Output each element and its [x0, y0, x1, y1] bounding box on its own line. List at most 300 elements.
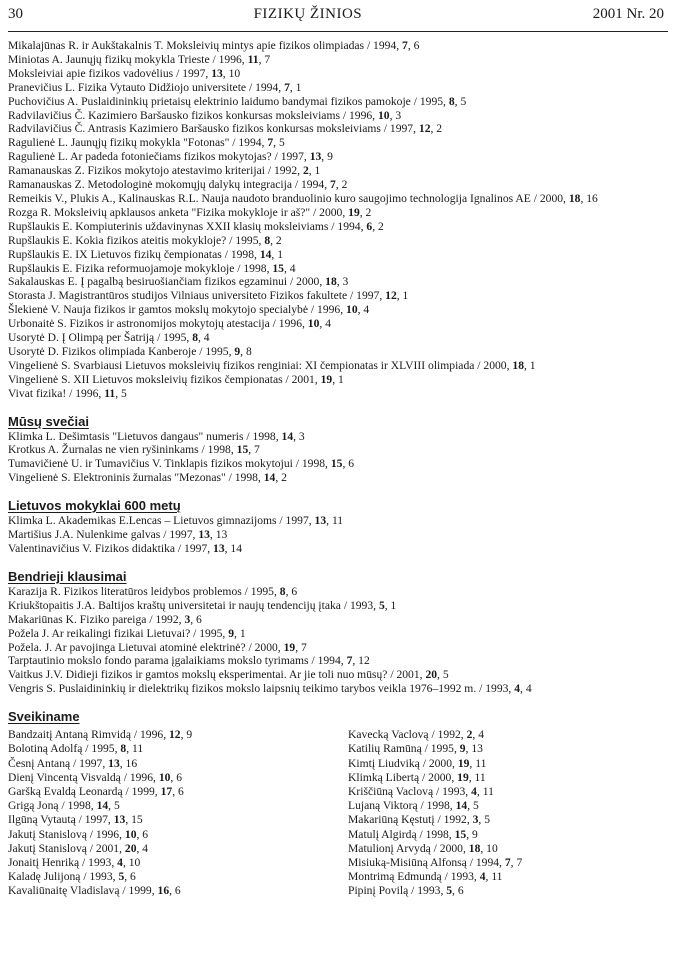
entry-volume: 6 [366, 219, 373, 233]
page-number: 30 [8, 6, 23, 22]
bibliography-entry [8, 682, 668, 696]
bibliography-entry [8, 53, 668, 67]
entry-separator: , [520, 682, 526, 696]
entry-volume: 4 [117, 855, 123, 869]
entry-text: Jonaitį Henriką / 1993, [8, 855, 118, 869]
entry-page: 4 [289, 261, 296, 275]
entry-volume: 3 [184, 612, 191, 626]
entry-text: Valentinavičius V. Fizikos didaktika / 1997, [8, 542, 214, 555]
entry-separator: , [335, 178, 342, 192]
entry-text: Moksleiviai apie fizikos vadovėlius / 1997, [8, 66, 212, 80]
entry-volume: 4 [471, 784, 477, 798]
entry-volume: 14 [259, 247, 272, 261]
bibliography-entry [8, 785, 328, 799]
entry-separator: , [275, 471, 282, 485]
entry-text: Storasta J. Magistrantūros studijos Vilniaus universiteto Fizikos fakultete / 1997, [8, 289, 386, 303]
entry-text: Pipinį Povilą / 1993, [348, 884, 447, 898]
entry-page: 4 [525, 682, 532, 696]
entry-text: Remeikis V., Plukis A., Kalinauskas R.L. Nauja naudoto branduolinio kuro saugojimo technologija Ignalinos AE / 2000, [8, 191, 569, 205]
entry-page: 3 [395, 108, 402, 122]
header-rule [8, 31, 668, 32]
entry-page: 4 [478, 728, 484, 742]
bibliography-entry [8, 373, 668, 387]
entry-separator: , [136, 841, 143, 855]
entry-page: 5 [484, 813, 491, 827]
entry-separator: , [283, 261, 290, 275]
entry-page: 1 [338, 372, 344, 386]
entry-page: 6 [457, 884, 464, 898]
bibliography-entry [8, 262, 668, 276]
entry-separator: , [209, 528, 216, 542]
entry-page: 6 [348, 457, 355, 471]
entry-volume: 9 [228, 626, 235, 640]
entry-volume: 13 [314, 514, 327, 528]
bibliography-entry [8, 136, 668, 150]
entry-text: Ramanauskas Z. Fizikos mokytojo atestavimo kriterijai / 1992, [8, 164, 303, 178]
entry-volume: 11 [247, 52, 259, 66]
bibliography-entry [8, 150, 668, 164]
entry-volume: 15 [272, 261, 284, 275]
entry-separator: , [248, 443, 255, 457]
bibliography-entry [348, 757, 668, 771]
entry-separator: , [580, 191, 587, 205]
entry-page: 6 [413, 39, 420, 52]
entry-text: Bolotiną Adolfą / 1995, [8, 742, 121, 756]
entry-text: Bandzaitį Antaną Rimvidą / 1996, [8, 728, 169, 742]
entry-page: 2 [275, 233, 282, 247]
bibliography-entry [8, 192, 668, 206]
entry-text: Kimtį Liudviką / 2000, [348, 756, 458, 770]
entry-volume: 15 [330, 457, 343, 471]
bibliography-entry [8, 813, 328, 827]
entry-separator: , [524, 358, 530, 372]
entry-separator: , [467, 799, 473, 813]
bibliography-entry [8, 828, 328, 842]
entry-separator: , [478, 813, 485, 827]
entry-page: 2 [341, 178, 348, 192]
entry-text: Matulionį Arvydą / 2000, [348, 841, 469, 855]
bibliography-entry [348, 828, 668, 842]
entry-volume: 13 [113, 813, 126, 827]
page-header [8, 6, 668, 31]
greetings-left-column [8, 728, 328, 898]
entry-text: Makariūną Kęstutį / 1992, [348, 813, 473, 827]
entry-text: Ragulienė L. Ar padeda fotoniečiams fizikos mokytojas? / 1997, [8, 150, 310, 164]
bibliography-entry [8, 599, 668, 613]
bibliography-entry [348, 813, 668, 827]
entry-volume: 10 [307, 317, 320, 331]
bibliography-entry [8, 627, 668, 641]
entry-text: Kriukštopaitis J.A. Baltijos kraštų universitetai ir naujų tendencijų įtaka / 1993, [8, 598, 379, 612]
entry-text: Rupšlaukis E. Kompiuterinis uždavinynas XXII klasių moksleiviams / 1994, [8, 219, 367, 233]
entry-volume: 5 [446, 884, 453, 898]
bibliography-entry [8, 870, 328, 884]
entry-separator: , [126, 742, 132, 756]
entry-volume: 2 [302, 164, 309, 178]
entry-volume: 10 [346, 303, 358, 317]
bibliography-entry [8, 95, 668, 109]
entry-separator: , [466, 827, 472, 841]
entry-text: Urbonaitė S. Fizikos ir astronomijos mokytojų atestacija / 1996, [8, 317, 308, 331]
entry-page: 6 [142, 827, 149, 841]
entry-text: Vingelienė S. XII Lietuvos moksleivių fizikos čempionatas / 2001, [8, 372, 321, 386]
entry-text: Garšką Evaldą Leonardą / 1999, [8, 784, 161, 798]
entry-separator: , [468, 770, 475, 784]
entry-volume: 2 [466, 728, 473, 742]
bibliography-entry [348, 856, 668, 870]
entry-volume: 10 [124, 827, 137, 841]
entry-separator: , [289, 80, 296, 94]
entry-page: 5 [460, 94, 467, 108]
entry-separator: , [357, 303, 364, 317]
entry-separator: , [197, 331, 204, 345]
entry-volume: 20 [124, 841, 137, 855]
entry-separator: , [222, 66, 229, 80]
entry-separator: , [258, 52, 265, 66]
entry-separator: , [169, 884, 175, 898]
bibliography-sections [8, 39, 668, 696]
entry-text: Ramanauskas Z. Metodologinė mokomųjų dalykų integracija / 1994, [8, 178, 330, 192]
bibliography-entry [8, 359, 668, 373]
entry-separator: , [485, 870, 492, 884]
entry-text: Vaitkus J.V. Didieji fizikos ir gamtos mokslų eksperimentai. Ar jie toli nuo mūsų? / 2001, [8, 668, 426, 682]
entry-text: Vengris S. Puslaidininkių ir dielektrikų fizikos mokslo laipsnių teikimo tarybos veikla 1976–1992 m. / 1993, [8, 682, 515, 696]
bibliography-entry [348, 870, 668, 884]
entry-separator: , [407, 39, 414, 52]
bibliography-entry [348, 842, 668, 856]
entry-volume: 8 [448, 94, 455, 108]
entry-volume: 18 [325, 275, 337, 289]
entry-text: Klimka L. Akademikas E.Lencas – Lietuvos gimnazijoms / 1997, [8, 514, 315, 528]
entry-text: Požela. J. Ar pavojinga Lietuvai atominė elektrinė? / 2000, [8, 640, 284, 654]
bibliography-entry [8, 67, 668, 81]
bibliography-entry [8, 585, 668, 599]
bibliography-entry [348, 742, 668, 756]
greetings-columns [8, 728, 668, 898]
entry-separator: , [124, 870, 131, 884]
bibliography-entry [8, 742, 328, 756]
entry-volume: 7 [267, 136, 274, 150]
bibliography-entry [8, 122, 668, 136]
bibliography-entry [8, 430, 668, 444]
entry-page: 16 [125, 756, 138, 770]
entry-separator: , [336, 275, 343, 289]
entry-separator: , [342, 457, 349, 471]
bibliography-entry [8, 206, 668, 220]
entry-volume: 17 [160, 784, 173, 798]
entry-page: 5 [473, 799, 479, 813]
entry-separator: , [326, 514, 332, 528]
entry-text: Vingelienė S. Svarbiausi Lietuvos moksleivių fizikos renginiai: XI čempionatas ir XLVIII olimpiada / 2000, [8, 358, 513, 372]
entry-page: 7 [264, 52, 271, 66]
entry-page: 6 [177, 784, 184, 798]
entry-separator: , [125, 813, 132, 827]
entry-text: Usorytė D. Fizikos olimpiada Kanberoje / 1995, [8, 344, 235, 358]
entry-volume: 10 [377, 108, 390, 122]
entry-page: 5 [120, 386, 127, 400]
entry-separator: , [437, 668, 443, 682]
entry-separator: , [454, 94, 461, 108]
entry-text: Kaladę Julijoną / 1993, [8, 870, 119, 884]
entry-page: 1 [239, 626, 246, 640]
entry-text: Montrimą Edmundą / 1993, [348, 870, 480, 884]
entry-volume: 18 [568, 191, 581, 205]
bibliography-entry [8, 668, 668, 682]
entry-separator: , [359, 205, 366, 219]
entry-volume: 13 [108, 756, 120, 770]
entry-separator: , [271, 247, 278, 261]
entry-text: Usorytė D. Į Olimpą per Šatriją / 1995, [8, 331, 193, 345]
entry-volume: 16 [157, 884, 170, 898]
entry-volume: 19 [283, 640, 296, 654]
entry-volume: 14 [96, 799, 109, 813]
entry-page: 11 [482, 784, 494, 798]
greetings-title: Sveikiname [8, 709, 80, 725]
bibliography-entry [8, 542, 668, 556]
bibliography-entry [348, 785, 668, 799]
entry-separator: , [180, 728, 187, 742]
entry-volume: 8 [192, 331, 198, 345]
entry-page: 4 [203, 331, 210, 345]
bibliography-entry [8, 387, 668, 401]
entry-separator: , [240, 344, 246, 358]
entry-separator: , [372, 219, 378, 233]
entry-text: Jakutį Stanislovą / 1996, [8, 827, 125, 841]
entry-separator: , [293, 429, 299, 443]
entry-page: 5 [113, 799, 120, 813]
entry-volume: 7 [330, 178, 336, 192]
entry-text: Požela J. Ar reikalingi fizikai Lietuvai? / 1995, [8, 626, 229, 640]
entry-page: 11 [131, 742, 144, 756]
entry-volume: 5 [378, 598, 385, 612]
bibliography-entry [8, 471, 668, 485]
entry-page: 3 [298, 429, 305, 443]
entry-page: 10 [486, 841, 498, 855]
entry-text: Česnį Antaną / 1997, [8, 756, 109, 770]
entry-page: 6 [174, 884, 181, 898]
entry-separator: , [270, 233, 276, 247]
entry-volume: 8 [279, 584, 286, 598]
bibliography-entry [8, 345, 668, 359]
entry-page: 3 [342, 275, 349, 289]
entry-volume: 13 [198, 528, 210, 542]
entry-text: Misiuką-Misiūną Alfonsą / 1994, [348, 855, 505, 869]
entry-page: 2 [378, 219, 384, 233]
entry-text: Kriščiūną Vaclovą / 1993, [348, 784, 472, 798]
bibliography-entry [8, 317, 668, 331]
entry-separator: , [389, 108, 396, 122]
entry-volume: 9 [234, 344, 241, 358]
entry-volume: 12 [169, 728, 181, 742]
bibliography-entry [8, 728, 328, 742]
entry-separator: , [136, 827, 143, 841]
entry-separator: , [308, 164, 315, 178]
entry-text: Klimką Libertą / 2000, [348, 770, 458, 784]
entry-text: Pranevičius L. Fizika Vytauto Didžiojo universitete / 1994, [8, 80, 285, 94]
entry-page: 9 [186, 728, 193, 742]
bibliography-entry [8, 39, 668, 53]
entry-page: 11 [474, 770, 486, 784]
entry-text: Lujaną Viktorą / 1998, [348, 799, 456, 813]
section-title: Bendrieji klausimai [8, 568, 127, 584]
bibliography-entry [8, 856, 328, 870]
entry-separator: , [115, 386, 121, 400]
entry-page: 13 [471, 742, 483, 756]
entry-page: 1 [277, 247, 283, 261]
bibliography-entry [8, 289, 668, 303]
entry-page: 6 [130, 870, 136, 884]
entry-text: Radvilavičius Č. Antrasis Kazimiero Baršausko fizikos konkursas moksleiviams / 1997, [8, 122, 419, 136]
bibliography-entry [348, 799, 668, 813]
entry-page: 4 [142, 841, 149, 855]
entry-volume: 8 [120, 742, 127, 756]
entry-volume: 13 [309, 150, 322, 164]
entry-page: 1 [529, 358, 536, 372]
entry-page: 2 [436, 122, 443, 136]
entry-page: 14 [230, 542, 243, 555]
entry-separator: , [122, 855, 129, 869]
entry-page: 1 [295, 80, 302, 94]
bibliography-entry [8, 109, 668, 123]
entry-page: 12 [358, 654, 370, 668]
entry-separator: , [472, 728, 479, 742]
entry-volume: 14 [263, 471, 276, 485]
entry-separator: , [190, 612, 197, 626]
entry-page: 8 [245, 344, 252, 358]
section-title: Mūsų svečiai [8, 413, 89, 429]
entry-text: Rupšlaukis E. Kokia fizikos ateitis mokykloje? / 1995, [8, 233, 265, 247]
entry-text: Matulį Algirdą / 1998, [348, 827, 455, 841]
bibliography-entry [8, 275, 668, 289]
entry-text: Jakutį Stanislovą / 2001, [8, 841, 125, 855]
entry-page: 16 [586, 191, 598, 205]
entry-page: 11 [331, 514, 344, 528]
entry-separator: , [452, 884, 458, 898]
entry-text: Šlekienė V. Nauja fizikos ir gamtos mokslų mokytojo specialybė / 1996, [8, 303, 347, 317]
entry-page: 5 [442, 668, 449, 682]
entry-separator: , [285, 584, 292, 598]
entry-page: 6 [291, 584, 298, 598]
entry-page: 9 [471, 827, 478, 841]
entry-text: Mikalajūnas R. ir Aukštakalnis T. Moksleivių mintys apie fizikos olimpiadas / 1994, [8, 39, 403, 52]
issue-label: 2001 Nr. 20 [592, 6, 664, 22]
bibliography-entry [8, 220, 668, 234]
entry-volume: 7 [504, 855, 511, 869]
bibliography-entry [8, 248, 668, 262]
entry-volume: 10 [158, 770, 171, 784]
entry-page: 10 [128, 855, 141, 869]
entry-page: 9 [327, 150, 333, 164]
entry-page: 15 [131, 813, 143, 827]
entry-text: Sakalauskas E. Į pagalbą besiruošiančiam fizikos egzaminui / 2000, [8, 275, 326, 289]
entry-volume: 14 [281, 429, 294, 443]
entry-page: 1 [390, 598, 397, 612]
bibliography-entry [8, 641, 668, 655]
page [8, 6, 668, 899]
journal-title: FIZIKŲ ŽINIOS [253, 6, 363, 22]
entry-separator: , [224, 542, 231, 555]
entry-page: 11 [491, 870, 503, 884]
entry-page: 11 [475, 756, 487, 770]
entry-volume: 18 [512, 358, 524, 372]
entry-text: Makariūnas K. Fiziko pareiga / 1992, [8, 612, 185, 626]
entry-volume: 19 [320, 372, 333, 386]
entry-text: Kavaliūnaitę Vladislavą / 1999, [8, 884, 158, 898]
entry-volume: 3 [472, 813, 479, 827]
bibliography-entry [8, 842, 328, 856]
entry-separator: , [319, 317, 326, 331]
entry-volume: 12 [385, 289, 397, 303]
entry-separator: , [321, 150, 328, 164]
entry-text: Dienį Vincentą Visvaldą / 1996, [8, 770, 159, 784]
entry-volume: 15 [454, 827, 467, 841]
entry-volume: 14 [455, 799, 468, 813]
entry-text: Ilgūną Vytautą / 1997, [8, 813, 114, 827]
entry-volume: 19 [457, 756, 470, 770]
entry-volume: 19 [457, 770, 469, 784]
entry-volume: 13 [213, 542, 225, 555]
entry-page: 6 [176, 770, 182, 784]
entry-text: Martišius J.A. Nulenkime galvas / 1997, [8, 528, 199, 542]
entry-separator: , [295, 640, 301, 654]
entry-volume: 11 [104, 386, 116, 400]
entry-page: 7 [254, 443, 260, 457]
entry-text: Rozga R. Moksleivių apklausos anketa "Fizika mokykloje ir aš?" / 2000, [8, 205, 349, 219]
entry-page: 10 [228, 66, 241, 80]
bibliography-entry [8, 528, 668, 542]
entry-separator: , [332, 372, 338, 386]
entry-page: 4 [325, 317, 331, 331]
entry-page: 5 [278, 136, 285, 150]
entry-volume: 5 [118, 870, 125, 884]
entry-page: 7 [516, 855, 523, 869]
entry-page: 2 [281, 471, 287, 485]
bibliography-entry [348, 771, 668, 785]
entry-page: 6 [196, 612, 202, 626]
entry-page: 2 [365, 205, 372, 219]
entry-text: Karazija R. Fizikos literatūros leidybos problemos / 1995, [8, 584, 280, 598]
entry-text: Vivat fizika! / 1996, [8, 386, 105, 400]
entry-separator: , [396, 289, 403, 303]
bibliography-entry [8, 771, 328, 785]
entry-text: Tarptautinio mokslo fondo parama įgalaikiams mokslo tyrimams / 1994, [8, 654, 347, 668]
entry-volume: 18 [468, 841, 481, 855]
entry-page: 7 [301, 640, 307, 654]
bibliography-entry [348, 728, 668, 742]
entry-text: Grigą Joną / 1998, [8, 799, 97, 813]
bibliography-entry [8, 303, 668, 317]
entry-separator: , [476, 784, 483, 798]
entry-text: Tumavičienė U. ir Tumavičius V. Tinklapis fizikos mokytojui / 1998, [8, 457, 331, 471]
entry-separator: , [108, 799, 114, 813]
entry-text: Krotkus A. Žurnalas ne vien ryšininkams / 1998, [8, 443, 237, 457]
bibliography-entry [8, 799, 328, 813]
entry-separator: , [234, 626, 240, 640]
entry-text: Klimka L. Dešimtasis "Lietuvos dangaus" numeris / 1998, [8, 429, 282, 443]
entry-volume: 15 [236, 443, 249, 457]
entry-page: 13 [215, 528, 228, 542]
entry-volume: 19 [348, 205, 360, 219]
entry-volume: 9 [459, 742, 466, 756]
entry-volume: 7 [346, 654, 353, 668]
entry-volume: 7 [402, 39, 408, 52]
entry-page: 1 [314, 164, 321, 178]
bibliography-entry [8, 757, 328, 771]
greetings-right-column [348, 728, 668, 898]
entry-separator: , [430, 122, 437, 136]
entry-text: Ragulienė L. Jaunųjų fizikų mokykla "Fotonas" / 1994, [8, 136, 268, 150]
entry-text: Katilių Ramūną / 1995, [348, 742, 460, 756]
